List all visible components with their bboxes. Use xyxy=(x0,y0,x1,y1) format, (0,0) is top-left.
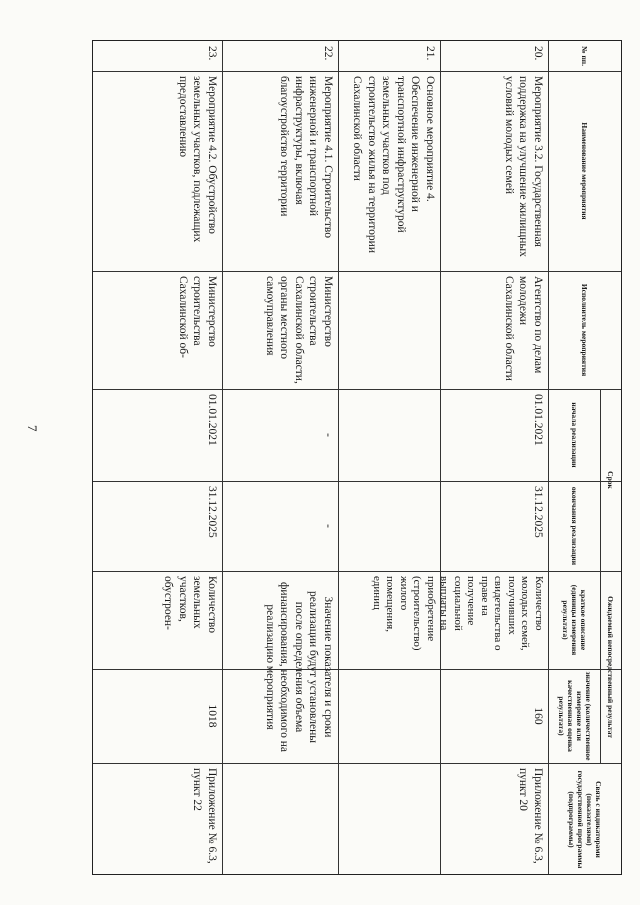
header-result: Ожидаемый непосредственный результат xyxy=(606,596,616,738)
row-desc: Количество молодых семей, получивших свидетельства о праве на получение социальной выплаты на приобретение (строительство) жилого помещения, единиц xyxy=(371,576,545,651)
row-end: - xyxy=(322,524,334,528)
measures-table xyxy=(92,40,622,875)
header-name: Наименование мероприятия xyxy=(580,122,590,220)
row-num: 22. xyxy=(322,46,334,61)
row-value: 160 xyxy=(532,707,544,725)
header-link: Связь с индикаторами (показателями) государственной программы (подпрограммы) xyxy=(567,770,603,869)
row-executor: Министерство строительства Сахалинской об- xyxy=(177,276,218,358)
row-start: 01.01.2021 xyxy=(532,394,544,446)
row-end: 31.12.2025 xyxy=(532,486,544,538)
header-end: окончания реализации xyxy=(570,486,580,566)
page-number: 7 xyxy=(25,425,40,432)
header-num: № пп. xyxy=(580,46,590,66)
row-name: Мероприятие 3.2. Государственная поддержка на улучшение жилищных условий молодых семей xyxy=(503,76,544,257)
row-num: 21. xyxy=(424,46,436,61)
row-name: Основное мероприятие 4. Обеспечение инженерной и транспортной инфраструктурой земельных участков под строительство жилья на территории Сахалинской области xyxy=(351,76,436,253)
header-executor: Исполнитель мероприятия xyxy=(580,283,590,377)
row-end: 31.12.2025 xyxy=(206,486,218,538)
header-term: Срок xyxy=(606,471,616,489)
row-executor: Министерство строительства Сахалинской области, органы местного самоуправления xyxy=(264,276,334,384)
row-desc: Количество земельных участков, обустроен- xyxy=(162,576,218,633)
row-executor: Агентство по делам молодежи Сахалинской области xyxy=(503,276,544,381)
row-link: Приложение № 6.3, пункт 22 xyxy=(191,768,218,864)
header-short-desc: краткое описание (единицы измерения результата) xyxy=(561,584,589,656)
row-name: Мероприятие 4.2. Обустройство земельных участков, подлежащих предоставлению xyxy=(177,76,218,243)
row-start: 01.01.2021 xyxy=(206,394,218,446)
row-num: 20. xyxy=(532,46,544,61)
row-name: Мероприятие 4.1. Строительство инженерной и транспортной инфраструктуры, включая благоустройство территории xyxy=(278,76,334,238)
row-value: 1018 xyxy=(206,704,218,728)
row-num: 23. xyxy=(206,46,218,61)
row-merged-result: Значение показателя и сроки реализации будут установлены после определения объема финансирования, необходимого на реализацию мероприятия xyxy=(264,581,334,752)
header-start: начала реализации xyxy=(570,402,580,468)
header-value: значение (количественное измерение или качественная оценка результата) xyxy=(557,671,593,761)
row-link: Приложение № 6.3, пункт 20 xyxy=(517,768,544,864)
row-start: - xyxy=(322,433,334,437)
